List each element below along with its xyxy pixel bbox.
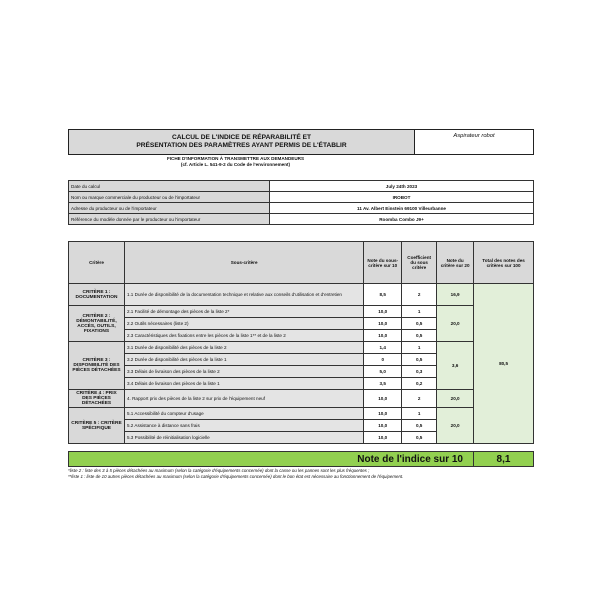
info-row <box>69 214 534 225</box>
footnote-liste-1: **liste 1 : liste de 10 autres pièces détachées au maximum (selon la catégorie d'équipements concernée) dont le bon état est nécessaire au fonctionnement de l'équipement. <box>68 474 404 479</box>
sub-criterion-score: 10,0 <box>364 390 402 408</box>
table-row <box>69 306 534 318</box>
title-line-1: CALCUL DE L'INDICE DE RÉPARABILITÉ ET <box>171 134 312 141</box>
sub-criterion-coef: 2 <box>402 390 437 408</box>
sub-criterion-score: 10,0 <box>364 432 402 444</box>
sub-criterion-label: 3.1 Durée de disponibilité des pièces de la liste 2 <box>124 342 363 354</box>
sub-criterion-label: 5.1 Accessibilité du compteur d'usage <box>124 408 363 420</box>
sub-criterion-label: 5.2 Assistance à distance sans frais <box>124 420 363 432</box>
info-row <box>69 181 534 192</box>
sub-criterion-label: 3.4 Délais de livraison des pièces de la liste 1 <box>124 378 363 390</box>
criterion-score: 20,0 <box>437 390 474 408</box>
sub-criterion-coef: 1 <box>402 408 437 420</box>
sub-criterion-coef: 0,5 <box>402 420 437 432</box>
sub-criterion-label: 2.1 Facilité de démontage des pièces de la liste 2* <box>124 306 363 318</box>
info-label: Adresse du producteur ou de l'importateur <box>69 203 270 214</box>
sub-criterion-label: 3.2 Durée de disponibilité des pièces de la liste 1 <box>124 354 363 366</box>
footnotes <box>68 468 548 480</box>
sub-criterion-coef: 0,5 <box>402 432 437 444</box>
sub-criterion-coef: 1 <box>402 342 437 354</box>
criterion-name: CRITÈRE 5 : CRITÈRE SPÉCIFIQUE <box>69 408 125 444</box>
table-row <box>69 342 534 354</box>
final-index-value: 8,1 <box>474 452 533 466</box>
sub-criterion-label: 5.3 Possibilité de réinitialisation logicielle <box>124 432 363 444</box>
info-value: Roomba Combo J9+ <box>270 214 534 225</box>
column-header-sous-critere: Sous-critère <box>124 242 363 284</box>
info-label: Date du calcul <box>69 181 270 192</box>
criterion-name: CRITÈRE 3 : DISPONIBILITÉ DES PIÈCES DÉTACHÉES <box>69 342 125 390</box>
info-label: Référence du modèle donnée par le producteur ou l'importateur <box>69 214 270 225</box>
sub-criterion-score: 10,0 <box>364 330 402 342</box>
criterion-name: CRITÈRE 4 : PRIX DES PIÈCES DÉTACHÉES <box>69 390 125 408</box>
column-header-note-sous-critere: Note du sous-critère sur 10 <box>364 242 402 284</box>
sub-criterion-score: 8,5 <box>364 284 402 306</box>
title-line-2: PRÉSENTATION DES PARAMÈTRES AYANT PERMIS DE L'ÉTABLIR <box>136 142 347 149</box>
criterion-score: 3,6 <box>437 342 474 390</box>
sub-criterion-label: 2.3 Caractéristiques des fixations entre les pièces de la liste 1** et de la liste 2 <box>124 330 363 342</box>
sub-criterion-score: 10,0 <box>364 420 402 432</box>
sub-criterion-score: 10,0 <box>364 318 402 330</box>
sub-criterion-coef: 0,5 <box>402 354 437 366</box>
fiche-line-1: FICHE D'INFORMATION À TRANSMETTRE AUX DEMANDEURS <box>166 156 305 161</box>
final-index-bar <box>68 451 534 467</box>
sub-criterion-score: 5,0 <box>364 366 402 378</box>
table-row <box>69 284 534 306</box>
info-row <box>69 192 534 203</box>
sub-criterion-coef: 2 <box>402 284 437 306</box>
table-row <box>69 390 534 408</box>
sub-criterion-label: 3.3 Délais de livraison des pièces de la liste 2 <box>124 366 363 378</box>
repairability-table <box>68 241 534 444</box>
sub-criterion-coef: 0,2 <box>402 378 437 390</box>
info-value: 11 Av. Albert Einstein 69100 Villeurbanne <box>270 203 534 214</box>
document-header <box>68 129 534 155</box>
document-title <box>69 130 415 154</box>
column-header-note-critere: Note du critère sur 20 <box>437 242 474 284</box>
product-type: Aspirateur robot <box>453 133 495 139</box>
sub-criterion-label: 1.1 Durée de disponibilité de la documentation technique et relative aux conseils d'utilisation et d'entretien <box>124 284 363 306</box>
sub-criterion-score: 10,0 <box>364 306 402 318</box>
criterion-name: CRITÈRE 2 : DÉMONTABILITÉ, ACCÈS, OUTILS, FIXATIONS <box>69 306 125 342</box>
total-score: 80,5 <box>474 284 534 444</box>
final-index-label: Note de l'indice sur 10 <box>69 452 474 466</box>
product-info-table <box>68 180 534 225</box>
info-value: IROBOT <box>270 192 534 203</box>
criterion-score: 16,9 <box>437 284 474 306</box>
sub-criterion-label: 4. Rapport prix des pièces de la liste 2 sur prix de l'équipement neuf <box>124 390 363 408</box>
sub-criterion-coef: 0,5 <box>402 318 437 330</box>
info-value: July 24th 2023 <box>270 181 534 192</box>
sub-criterion-score: 3,5 <box>364 378 402 390</box>
criterion-score: 20,0 <box>437 408 474 444</box>
sub-criterion-coef: 0,5 <box>402 330 437 342</box>
table-header-row <box>69 242 534 284</box>
sub-criterion-score: 0 <box>364 354 402 366</box>
table-row <box>69 408 534 420</box>
column-header-coefficient: Coefficient du sous critère <box>402 242 437 284</box>
sub-criterion-coef: 1 <box>402 306 437 318</box>
column-header-critere: Critère <box>69 242 125 284</box>
criterion-name: CRITÈRE 1 : DOCUMENTATION <box>69 284 125 306</box>
sub-criterion-score: 1,4 <box>364 342 402 354</box>
info-label: Nom ou marque commerciale du producteur ou de l'importateur <box>69 192 270 203</box>
criterion-score: 20,0 <box>437 306 474 342</box>
column-header-total: Total des notes des critères sur 100 <box>474 242 534 284</box>
fiche-heading <box>68 156 403 168</box>
sub-criterion-label: 2.2 Outils nécessaires (liste 2) <box>124 318 363 330</box>
fiche-line-2: (cf. Article L. 541-9-2 du Code de l'environnement) <box>180 162 291 167</box>
sub-criterion-coef: 0,3 <box>402 366 437 378</box>
info-row <box>69 203 534 214</box>
sub-criterion-score: 10,0 <box>364 408 402 420</box>
footnote-liste-2: *liste 2 : liste des 3 à 5 pièces détachées au maximum (selon la catégorie d'équipements concernée) dont la casse ou les pannes sont les plus fréquentes ; <box>68 468 370 473</box>
